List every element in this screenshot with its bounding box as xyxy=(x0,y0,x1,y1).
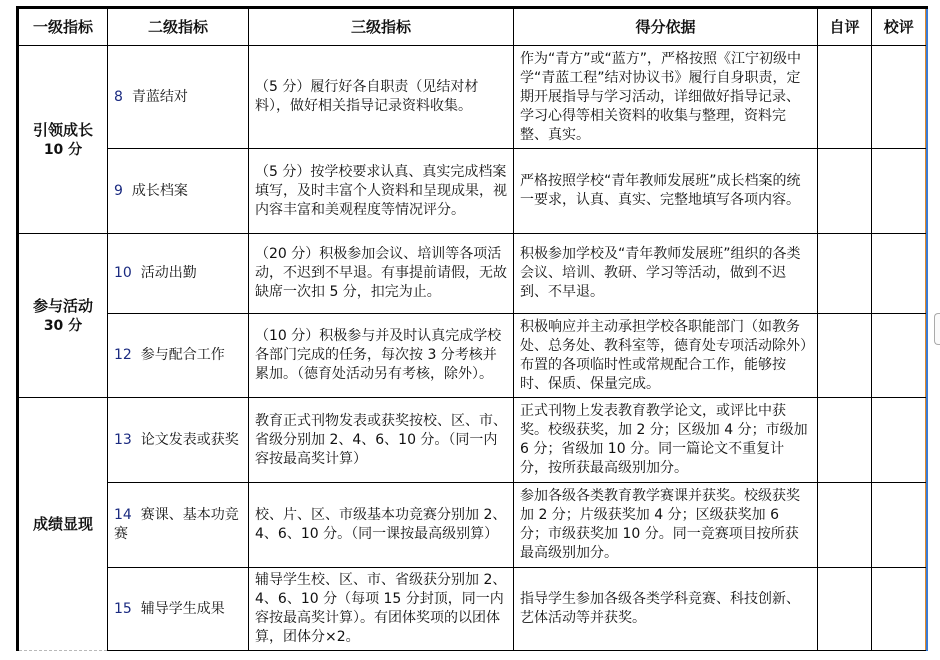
table-row xyxy=(18,568,927,651)
self-eval-cell[interactable] xyxy=(818,234,872,314)
school-eval-cell[interactable] xyxy=(872,568,927,651)
side-panel-handle[interactable] xyxy=(934,313,940,345)
item-number: 14 xyxy=(114,507,132,523)
self-eval-cell[interactable] xyxy=(818,568,872,651)
basis-cell: 严格按照学校“青年教师发展班”成长档案的统一要求，认真、真实、完整地填写各项内容。 xyxy=(514,149,818,234)
basis-cell: 指导学生参加各级各类学科竞赛、科技创新、艺体活动等并获奖。 xyxy=(514,568,818,651)
level1-cell xyxy=(18,46,108,234)
item-name: 参与配合工作 xyxy=(140,347,225,363)
item-number: 15 xyxy=(114,600,132,617)
item-name: 活动出勤 xyxy=(140,265,197,281)
school-eval-cell[interactable] xyxy=(872,149,927,234)
criteria-cell: 教育正式刊物发表或获奖按校、区、市、省级分别加 2、4、6、10 分。（同一内容按最高奖计算） xyxy=(249,398,514,483)
basis-cell: 参加各级各类教育教学赛课并获奖。校级获奖加 2 分；片级获奖加 4 分；区级获奖加 6 分；市级获奖加 10 分。同一竞赛项目按所获最高级别加分。 xyxy=(514,483,818,568)
item-number: 10 xyxy=(114,265,132,281)
school-eval-cell[interactable] xyxy=(872,234,927,314)
table-row xyxy=(18,149,927,234)
level1-name: 成绩显现 xyxy=(32,515,93,533)
criteria-cell: 校、片、区、市级基本功竞赛分别加 2、4、6、10 分。（同一课按最高级别算） xyxy=(249,483,514,568)
item-number: 12 xyxy=(114,347,132,363)
level1-name: 参与活动 xyxy=(32,296,93,315)
item-name: 成长档案 xyxy=(131,182,188,199)
level2-cell xyxy=(108,234,249,314)
school-eval-cell[interactable] xyxy=(872,483,927,568)
header-school-eval: 校评 xyxy=(872,8,927,46)
level2-cell xyxy=(108,149,249,234)
table-row xyxy=(18,314,927,398)
criteria-cell: （10 分）积极参与并及时认真完成学校各部门完成的任务，每次按 3 分考核并累加。（德育处活动另有考核，除外）。 xyxy=(249,314,514,398)
self-eval-cell[interactable] xyxy=(818,149,872,234)
item-name: 青蓝结对 xyxy=(131,88,188,105)
level1-cell xyxy=(18,398,108,651)
basis-cell: 正式刊物上发表教育教学论文，或评比中获奖。校级获奖，加 2 分；区级加 4 分；市级加 6 分；省级加 10 分。同一篇论文不重复计分，按所获最高级别加分。 xyxy=(514,398,818,483)
item-number: 13 xyxy=(114,431,132,448)
basis-cell: 积极参加学校及“青年教师发展班”组织的各类会议、培训、教研、学习等活动，做到不迟到、不早退。 xyxy=(514,234,818,314)
criteria-cell: 辅导学生校、区、市、省级获分别加 2、4、6、10 分（每项 15 分封顶，同一内容按最高奖计算）。有团体奖项的以团体算，团体分×2。 xyxy=(249,568,514,651)
evaluation-table xyxy=(16,6,928,651)
table-row xyxy=(18,234,927,314)
level2-cell xyxy=(108,46,249,149)
header-row xyxy=(18,8,927,46)
item-name: 论文发表或获奖 xyxy=(140,431,239,448)
self-eval-cell[interactable] xyxy=(818,46,872,149)
header-self-eval: 自评 xyxy=(818,8,872,46)
header-basis: 得分依据 xyxy=(514,8,818,46)
level1-score: 30 分 xyxy=(43,317,83,334)
self-eval-cell[interactable] xyxy=(818,483,872,568)
basis-cell: 积极响应并主动承担学校各职能部门（如教务处、总务处、教科室等，德育处专项活动除外）布置的各项临时性或常规配合工作，能够按时、保质、保量完成。 xyxy=(514,314,818,398)
level2-cell xyxy=(108,314,249,398)
level2-cell xyxy=(108,398,249,483)
school-eval-cell[interactable] xyxy=(872,46,927,149)
criteria-cell: （5 分）按学校要求认真、真实完成档案填写，及时丰富个人资料和呈现成果，视内容丰富和美观程度等情况评分。 xyxy=(249,149,514,234)
self-eval-cell[interactable] xyxy=(818,314,872,398)
item-name: 辅导学生成果 xyxy=(140,600,225,617)
school-eval-cell[interactable] xyxy=(872,314,927,398)
level2-cell xyxy=(108,483,249,568)
criteria-cell: （5 分）履行好各自职责（见结对材料），做好相关指导记录资料收集。 xyxy=(249,46,514,149)
basis-cell: 作为“青方”或“蓝方”，严格按照《江宁初级中学“青蓝工程”结对协议书》履行自身职责，定期开展指导与学习活动，详细做好指导记录、学习心得等相关资料的收集与整理，资料完整、真实。 xyxy=(514,46,818,149)
item-number: 8 xyxy=(114,88,123,105)
table-row xyxy=(18,483,927,568)
level2-cell xyxy=(108,568,249,651)
level1-cell xyxy=(18,234,108,398)
school-eval-cell[interactable] xyxy=(872,398,927,483)
self-eval-cell[interactable] xyxy=(818,398,872,483)
header-level3: 三级指标 xyxy=(249,8,514,46)
level1-score: 10 分 xyxy=(43,141,83,158)
header-level2: 二级指标 xyxy=(108,8,249,46)
item-number: 9 xyxy=(114,182,123,199)
header-level1: 一级指标 xyxy=(18,8,108,46)
criteria-cell: （20 分）积极参加会议、培训等各项活动，不迟到不早退。有事提前请假，无故缺席一次扣 5 分，扣完为止。 xyxy=(249,234,514,314)
level1-name: 引领成长 xyxy=(32,120,93,139)
table-row xyxy=(18,398,927,483)
item-name: 赛课、基本功竞赛 xyxy=(114,507,239,542)
table-row xyxy=(18,46,927,149)
